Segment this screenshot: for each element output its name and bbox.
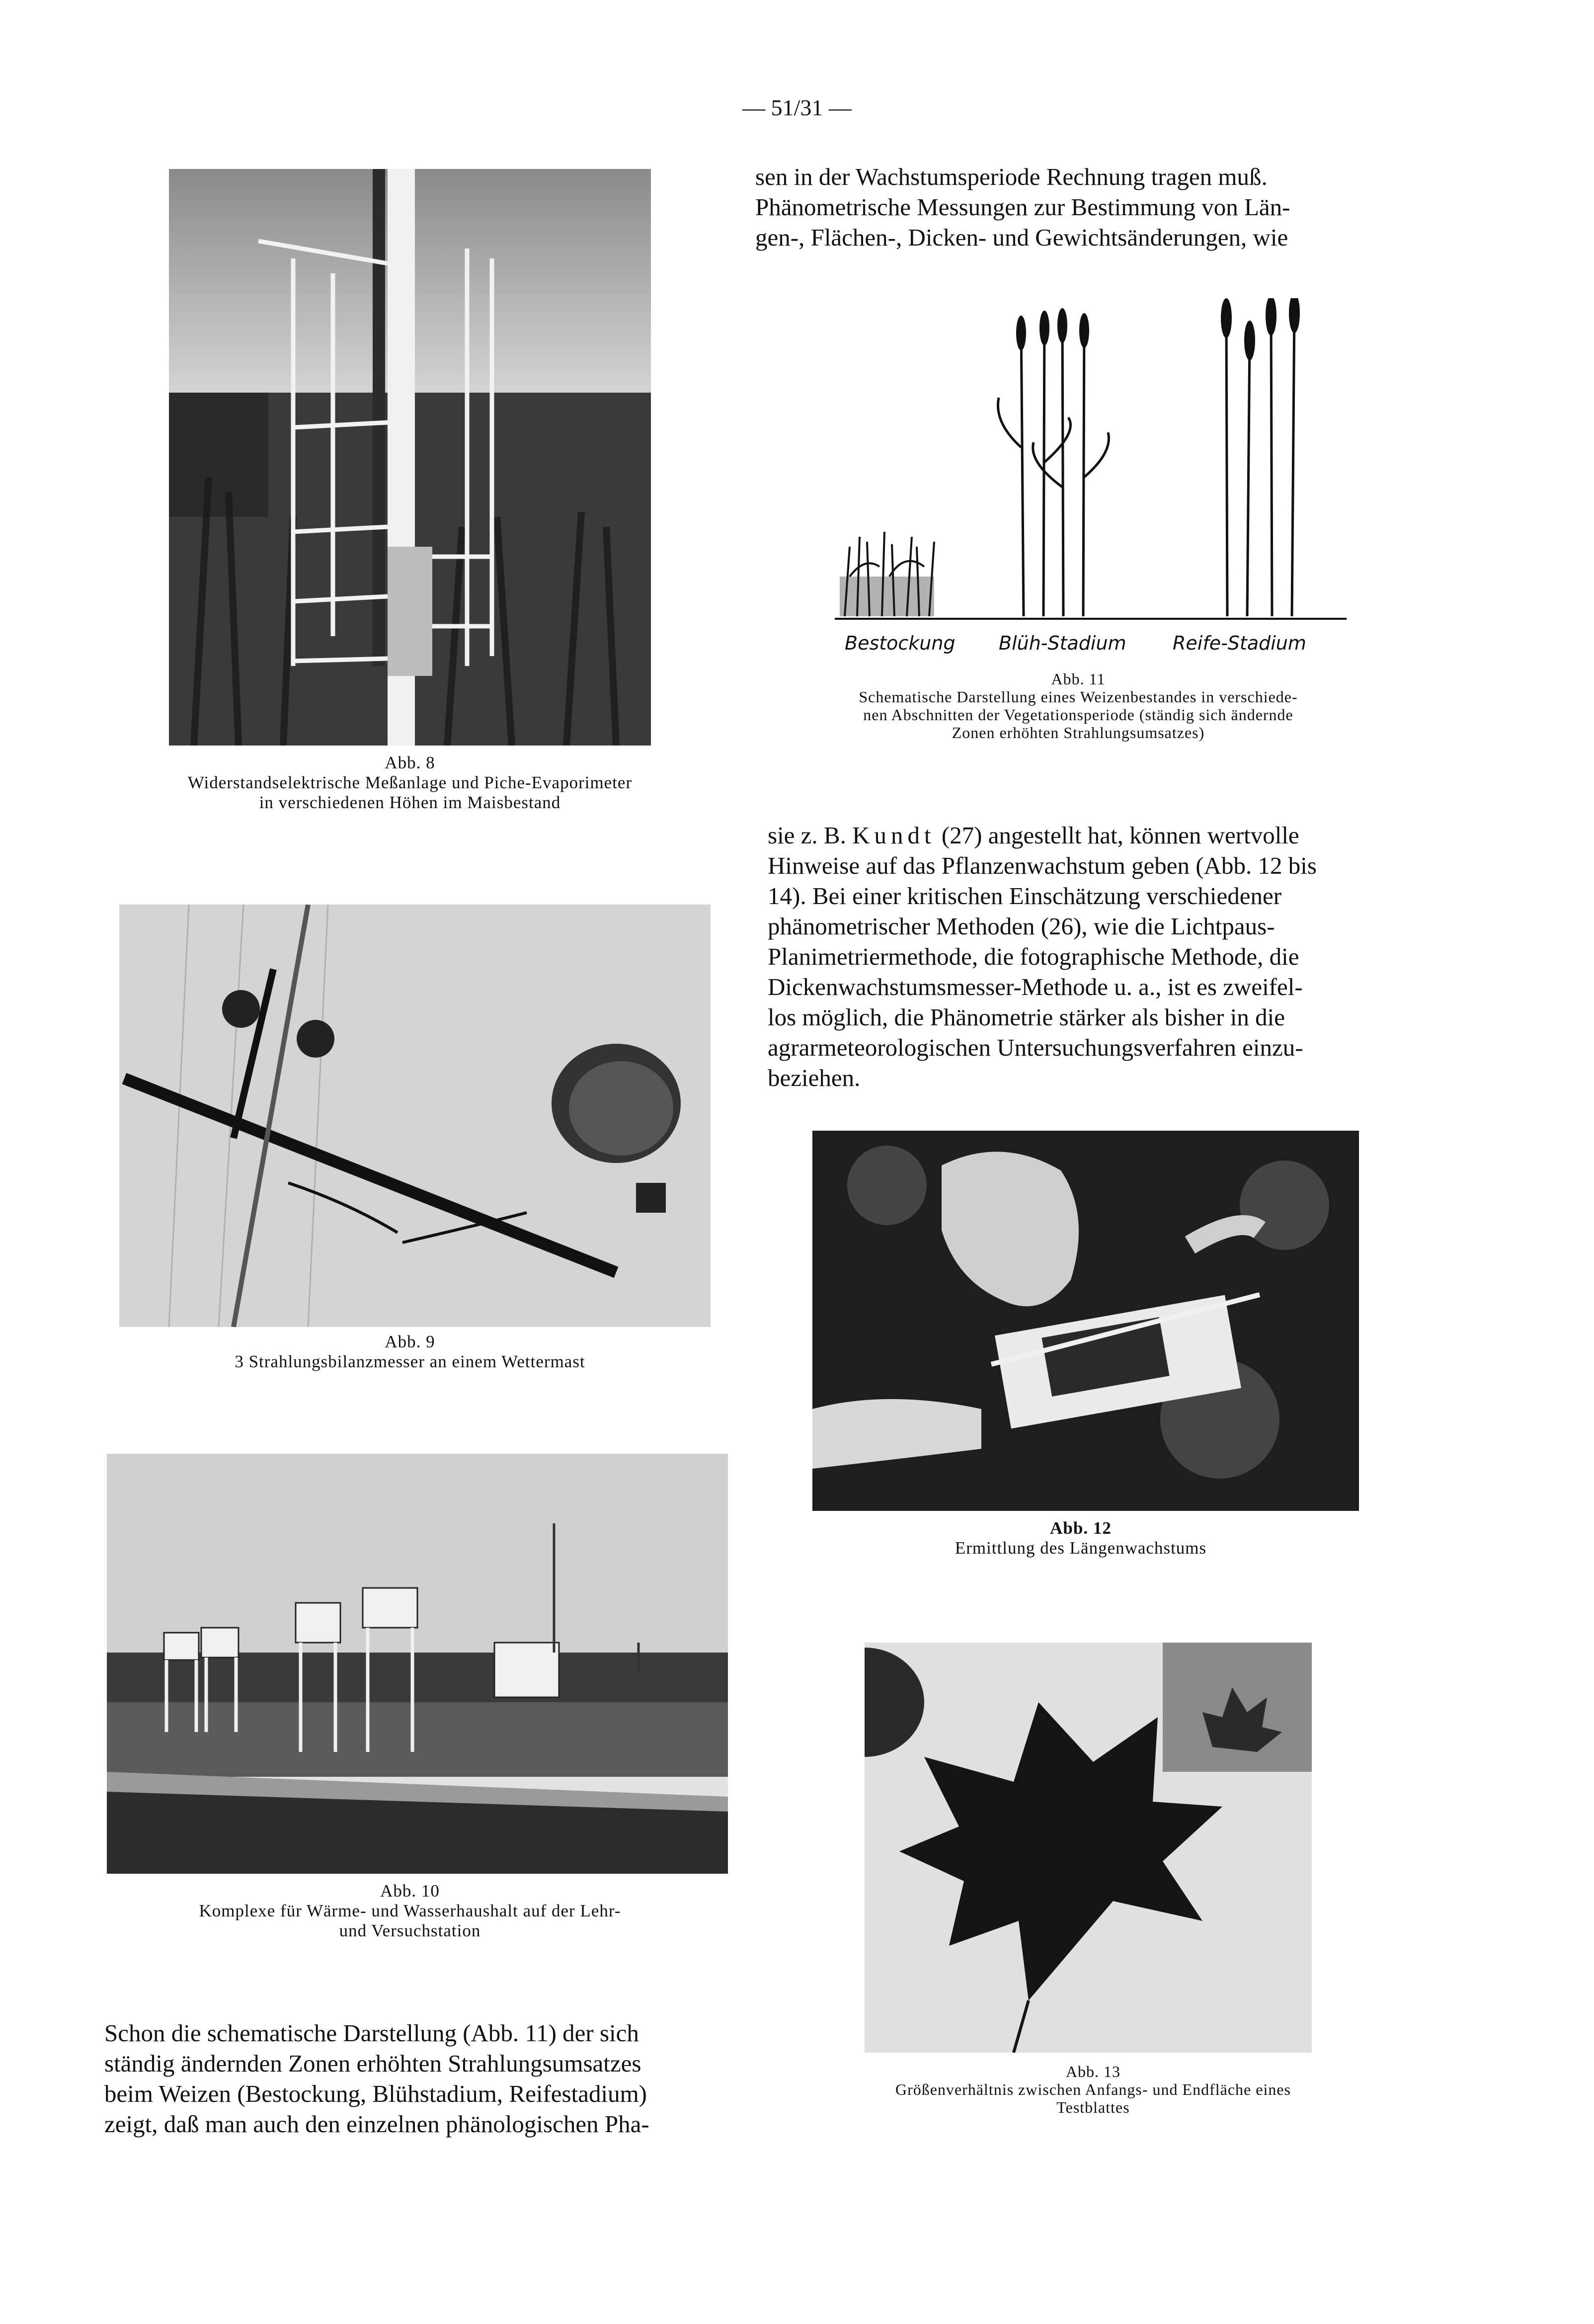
caption-line: Testblattes bbox=[1056, 2098, 1130, 2116]
stage-label-reifestadium: Reife-Stadium bbox=[1173, 632, 1306, 654]
text-line: sen in der Wachstumsperiode Rechnung tragen muß. bbox=[755, 163, 1268, 190]
text-line: Schon die schematische Darstellung (Abb. 11) der sich bbox=[104, 2019, 639, 2047]
figure-13-caption bbox=[785, 2063, 1401, 2116]
caption-line: Schematische Darstellung eines Weizenbestandes in verschiede- bbox=[859, 688, 1298, 706]
figure-13-photo bbox=[865, 1643, 1312, 2053]
text-line: Planimetriermethode, die fotographische Methode, die bbox=[768, 943, 1299, 970]
caption-line: Widerstandselektrische Meßanlage und Piche-Evaporimeter bbox=[187, 773, 633, 792]
figure-10-caption bbox=[114, 1881, 706, 1941]
figure-9-caption bbox=[114, 1332, 706, 1372]
figure-9-photo bbox=[119, 905, 711, 1327]
text-line: zeigt, daß man auch den einzelnen phänologischen Pha- bbox=[104, 2110, 649, 2138]
text-line: Hinweise auf das Pflanzenwachstum geben (Abb. 12 bis bbox=[768, 852, 1317, 879]
left-column-bottom-text bbox=[104, 2018, 735, 2139]
figure-11-drawing bbox=[830, 298, 1352, 641]
figure-label: Abb. 9 bbox=[385, 1332, 435, 1351]
figure-label: Abb. 10 bbox=[380, 1881, 440, 1901]
right-column-middle-text bbox=[768, 820, 1401, 1093]
text-line bbox=[768, 820, 1401, 850]
figure-12-photo bbox=[812, 1131, 1359, 1511]
right-column-top-text bbox=[755, 162, 1401, 252]
figure-label: Abb. 11 bbox=[1051, 670, 1106, 688]
caption-line: Zonen erhöhten Strahlungsumsatzes) bbox=[952, 724, 1205, 742]
text-fragment: (27) angestellt hat, können wertvolle bbox=[941, 822, 1299, 849]
caption-line: Größenverhältnis zwischen Anfangs- und Endfläche eines bbox=[895, 2080, 1291, 2098]
text-fragment: sie z. B. bbox=[768, 822, 846, 849]
text-line: agrarmeteorologischen Untersuchungsverfahren einzu- bbox=[768, 1034, 1303, 1061]
figure-10-photo bbox=[107, 1454, 728, 1874]
text-line: gen-, Flächen-, Dicken- und Gewichtsänderungen, wie bbox=[755, 224, 1288, 251]
figure-label: Abb. 12 bbox=[1050, 1518, 1112, 1538]
caption-line: nen Abschnitten der Vegetationsperiode (ständig sich ändernde bbox=[863, 706, 1293, 724]
caption-line: und Versuchstation bbox=[339, 1921, 481, 1940]
figure-8-photo bbox=[169, 169, 651, 746]
text-line: los möglich, die Phänometrie stärker als bisher in die bbox=[768, 1003, 1285, 1031]
text-line: phänometrischer Methoden (26), wie die Lichtpaus- bbox=[768, 913, 1275, 940]
figure-label: Abb. 13 bbox=[1065, 2063, 1121, 2080]
page-number: — 51/31 — bbox=[742, 95, 852, 120]
caption-line: in verschiedenen Höhen im Maisbestand bbox=[259, 793, 561, 812]
figure-12-caption bbox=[785, 1518, 1376, 1558]
caption-line: Ermittlung des Längenwachstums bbox=[955, 1538, 1207, 1558]
stage-label-bluehstadium: Blüh-Stadium bbox=[999, 632, 1126, 654]
text-line: 14). Bei einer kritischen Einschätzung verschiedener bbox=[768, 882, 1282, 910]
figure-11-caption bbox=[755, 670, 1401, 742]
caption-line: Komplexe für Wärme- und Wasserhaushalt auf der Lehr- bbox=[199, 1901, 621, 1920]
text-line: Dickenwachstumsmesser-Methode u. a., ist es zweifel- bbox=[768, 973, 1303, 1000]
author-name: Kundt bbox=[852, 822, 936, 849]
figure-label: Abb. 8 bbox=[385, 753, 435, 772]
text-line: Phänometrische Messungen zur Bestimmung von Län- bbox=[755, 193, 1290, 221]
text-line: beziehen. bbox=[768, 1064, 861, 1091]
stage-label-bestockung: Bestockung bbox=[845, 632, 956, 654]
text-line: ständig ändernden Zonen erhöhten Strahlungsumsatzes bbox=[104, 2050, 641, 2077]
figure-8-caption bbox=[114, 753, 706, 813]
caption-line: 3 Strahlungsbilanzmesser an einem Wettermast bbox=[235, 1352, 585, 1371]
text-line: beim Weizen (Bestockung, Blühstadium, Reifestadium) bbox=[104, 2080, 647, 2107]
